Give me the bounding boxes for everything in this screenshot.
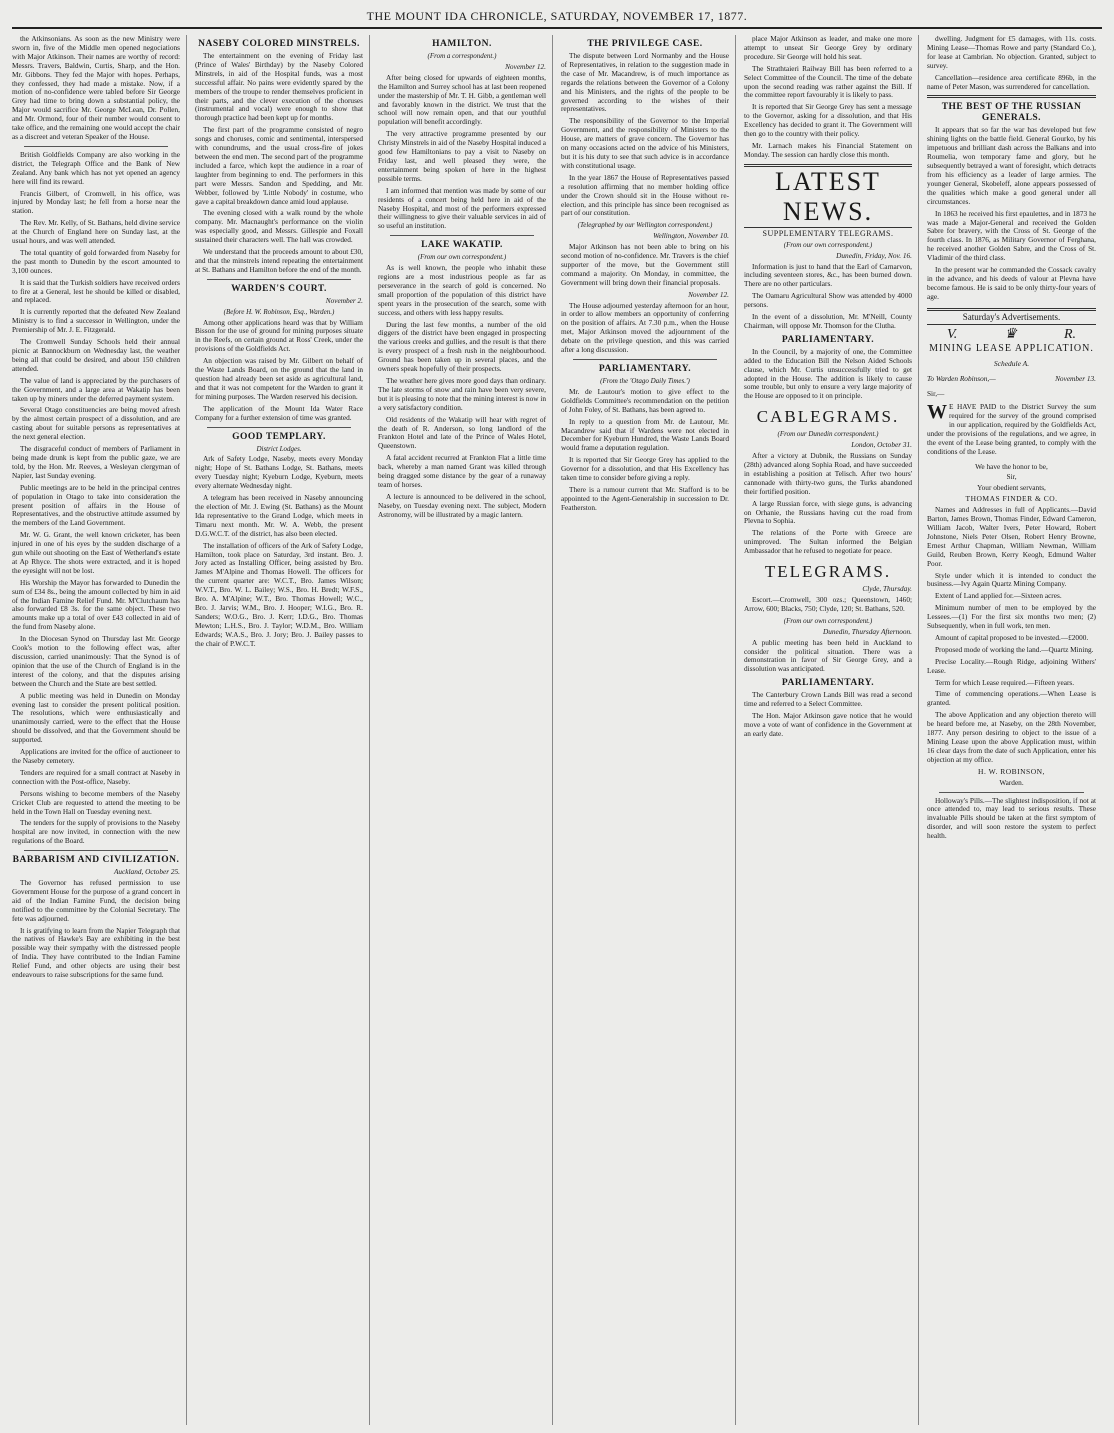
article-paragraph: In the present war he commanded the Cossack cavalry in the advance, and his deeds of valour at Plevna have become famous. He is said to be only thirty-four years of age. <box>927 265 1096 301</box>
dateline: November 12. <box>505 61 546 71</box>
cablegrams-heading: CABLEGRAMS. <box>756 407 900 427</box>
address-line <box>927 375 1096 384</box>
column-4 <box>561 35 736 1425</box>
minimum-men: Minimum number of men to be employed by the Lessees.—(1) For the first six months two men; (2) Subsequently, when in full work, ten men. <box>927 603 1096 631</box>
news-item: Mr. W. G. Grant, the well known cricketer, has been injured in one of his eyes by the sudden discharge of a gun while out shooting on the East of Wetherland's estate at Ap Rhyce. The shots were extracted, and it is hoped the eyesight will not be lost. <box>12 530 180 575</box>
working-mode: Proposed mode of working the land.—Quartz Mining. <box>935 644 1094 654</box>
article-paragraph: The installation of officers of the Ark of Safety Lodge, Hamilton, took place on Saturday, 3rd instant. Bro. J. Jory acted as Installing Officer, being assisted by Bro. James M'Alpine and Thomas Howell. The officers for the current quarter are: W.C.T., Bro. James Wilson; W.V.T., Bro. W. L. Bailey; W.S., Bro. H. Bredt; W.F.S., Bro. A. M'Alpine; W.T., Bro. Thomas Howell; W.C., Bro. J. Jarvis; W.M., Bro. J. Hooper; W.I.G., Bro. R. Sanders; W.O.G., Bro. J. Kerr; I.D.G., Bro. Thomas Mewton; L.H.S., Bro. J. Taylor; W.D.M., Bro. William Edwards; W.A.S., Bro. J. Jory; Bro. J. Bailey passes to the chair of P.W.C.T. <box>195 540 363 648</box>
divider <box>24 850 168 851</box>
article-paragraph: It appears that so far the war has developed but few shining lights on the battle field. General Gourko, by his impetuous and brilliant dash across the Balkans and into Roumelia, won temporary fame and glory, but he subsequently betrayed a want of foresight, which detracts from his efficiency as a leader of large armies. The younger General, Skobeleff, alone appears possessed of the qualities which make a good general under all circumstances. <box>927 125 1096 206</box>
article-paragraph: A lecture is announced to be delivered in the school, Naseby, on Tuesday evening next. The subject, Modern Astronomy, will be illustrated by a magic lantern. <box>378 491 546 519</box>
news-item: A public meeting was held in Dunedin on Monday evening last to consider the present political position. The resolutions, which were enthusiastically and unanimously carried, were to the effect that the House should be dissolved, and that the Government should be supported. <box>12 690 180 745</box>
section-heading: GOOD TEMPLARY. <box>232 431 326 442</box>
article-paragraph: It is gratifying to learn from the Napier Telegraph that the natives of Hawke's Bay are exhibiting in the best possible way their sympathy with the distressed people of India. They have contributed to the Indian Famine Relief Fund, and other objects are using their best endeavours to raise subscriptions for the same fund. <box>12 925 180 980</box>
signatory: THOMAS FINDER & CO. <box>965 494 1058 504</box>
dateline: London, October 31. <box>851 440 912 450</box>
divider <box>573 359 717 360</box>
closing-sir: Sir, <box>1006 472 1017 482</box>
crown-icon: ♛ <box>1004 326 1017 342</box>
article-paragraph: As is well known, the people who inhabit these regions are a most industrious people as far as perseverance in the search of gold is concerned. No small proportion of the population of this district have spent years in the prosecution of the search, some with success, and others with less happy results. <box>378 263 546 317</box>
notice: Applications are invited for the office of auctioneer to the Naseby cemetery. <box>12 747 180 765</box>
news-item: The disgraceful conduct of members of Parliament in being made drunk is kept from the public gaze, we are told, by the Hon. Mr. Reeves, a Wesleyan clergyman of Napier, last Sunday evening. <box>12 444 180 480</box>
article-paragraph: Old residents of the Wakatip will hear with regret of the death of R. Anderson, so long landlord of the Frankton Hotel and late of the Prince of Wales Hotel, Queenstown. <box>378 414 546 451</box>
article-paragraph: I am informed that mention was made by some of our residents of a concert being held here in aid of the Naseby Hospital, and most of the performers expressed their willingness to give their valuable services in aid of so useful an institution. <box>378 185 546 231</box>
article-paragraph: A public meeting has been held in Auckland to consider the political situation. There was a demonstration in favor of Sir George Grey, and a dissolution was anticipated. <box>744 637 912 674</box>
news-item: It is currently reported that the defeated New Zealand Ministry is to find a successor in Wellington, under the Premiership of Mr. J. E. Fitzgerald. <box>12 307 180 335</box>
article-paragraph: During the last few months, a number of the old diggers of the district have been engaged in prospecting the various creeks and gullies, and the result is that there is every prospect of a fresh rush in the neighbourhood. Ground has been taken up in several places, and the owners speak hopefully of their prospects. <box>378 319 546 374</box>
schedule-label: Schedule A. <box>993 359 1030 369</box>
subheading: (Telegraphed by our Wellington correspondent.) <box>577 221 713 230</box>
news-item: Public meetings are to be held in the principal centres of population in Otago to take into consideration the present position of affairs in the House of Representatives, and the obstructive attitude assumed by the members of the Land Government. <box>12 482 180 528</box>
article-paragraph: place Major Atkinson as leader, and make one more attempt to unseat Sir George Grey by ordinary procedure. Sir George will hold his seat. <box>744 35 912 61</box>
precise-locality: Precise Locality.—Rough Ridge, adjoining Withers' Lease. <box>927 656 1096 675</box>
mining-lease-heading: MINING LEASE APPLICATION. <box>929 343 1094 355</box>
article-paragraph: A fatal accident recurred at Frankton Flat a little time back, whereby a man named Grant was killed through being dragged some distance by the gear of a runaway team of horses. <box>378 453 546 489</box>
article-paragraph: The relations of the Porte with Greece are unimproved. The Sultan informed the Belgian Ambassador that he refused to negotiate for peace. <box>744 528 912 556</box>
article-paragraph: In reply to a question from Mr. de Lautour, Mr. Macandrew said that if Wardens were not elected in December for Kyeburn Hundred, the Waste Lands Board would frame a deputation regulation. <box>561 416 729 453</box>
warden-title: Warden. <box>999 777 1024 787</box>
notice: The tenders for the supply of provisions to the Naseby hospital are now invited, in connection with the new regulations of the Board. <box>12 818 180 846</box>
columns <box>12 35 1102 1425</box>
subheading: (Before H. W. Robinson, Esq., Warden.) <box>223 307 335 316</box>
news-item: His Worship the Mayor has forwarded to Dunedin the sum of £34 8s., being the amount collected by him in aid of the Indian Famine Relief Fund. Mr. M'Clutchaum has also forwarded £8 3s. for the same object. These two amounts make up a total of over £43 collected in aid of the fund from Naseby alone. <box>12 577 180 632</box>
dateline: Wellington, November 10. <box>653 231 729 241</box>
subheading: (From our own correspondent.) <box>783 240 873 249</box>
subheading: (From a correspondent.) <box>427 52 497 60</box>
dateline: November 2. <box>325 295 363 305</box>
closing-servants: Your obedient servants, <box>977 483 1046 493</box>
addressee: To Warden Robinson,— <box>927 374 996 384</box>
section-heading: BARBARISM AND CIVILIZATION. <box>12 855 180 866</box>
commencing-time: Time of commencing operations.—When Lease is granted. <box>927 689 1096 708</box>
article-paragraph: Information is just to hand that the Earl of Carnarvon, including seventeen stores, &c., has been burned down. There are no other particulars. <box>744 261 912 289</box>
subheading: (From our Dunedin correspondent.) <box>777 430 879 439</box>
section-heading: PARLIAMENTARY. <box>781 334 875 345</box>
applicant-names: Names and Addresses in full of Applicants.—David Barton, James Brown, Thomas Finder, Edward Cameron, William Jacob, Walter Ivers, Peter Howard, Robert Johnstone, Niels Peter Olsen, Robert Henry Browne, Ernest Arthur Chapman, William Newman, William Guild, Reuben Brown, Kerry Keogh, Edmund Walter Poor. <box>927 505 1096 568</box>
initial-v: V. <box>947 326 958 342</box>
application-text: E HAVE PAID to the District Survey the sum required for the survey of the ground comprised in our application, required by the Goldfields Act, under the provisions of the regulations, and we agree, in the event of the Lease being granted, to comply with the conditions of the Lease. <box>927 402 1096 456</box>
news-item: The value of land is appreciated by the purchasers of the Government, and a large area at Wakatip has been taken up by miners under the deferred payment system. <box>12 375 180 403</box>
article-paragraph: The House adjourned yesterday afternoon for an hour, in order to allow members an opportunity of conferring on the position of affairs. At 7.30 p.m., when the House met, Major Atkinson moved the adjournment of the debate on the privilege question, and this was carried after a long discussion. <box>561 300 729 355</box>
article-paragraph: It is reported that Sir George Grey has applied to the Governor for a dissolution, and that His Excellency has taken time to consider before giving a reply. <box>561 455 729 483</box>
article-paragraph: Major Atkinson has not been able to bring on his second motion of no-confidence. Mr. Travers is the chief supporter of the move, but the Government still command a majority. On Monday, in committee, the Government will bring down their financial proposals. <box>561 242 729 287</box>
news-item: The total quantity of gold forwarded from Naseby for the past month to Dunedin by the escort amounted to 3,100 ounces. <box>12 247 180 275</box>
article-paragraph: Mr. Larnach makes his Financial Statement on Monday. The session can hardly close this month. <box>744 140 912 159</box>
column-1 <box>12 35 187 1425</box>
article-paragraph: Among other applications heard was that by William Bisson for the use of ground for mining purposes situate in the Reefs, on certain ground at Ross' Creek, under the provisions of the Goldfields Act. <box>195 317 363 354</box>
letter-date: November 13. <box>1055 374 1096 384</box>
article-paragraph: The very attractive programme presented by our Christy Minstrels in aid of the Naseby Hospital induced a good few Hamiltonians to pay a visit to Naseby on Friday last, and well pleased they were, the entertainment being spoken of here in the highest possible terms. <box>378 129 547 183</box>
subheading: District Lodges. <box>256 444 302 453</box>
subheading: (From our own correspondent.) <box>783 616 873 625</box>
divider <box>927 95 1096 98</box>
news-item: The Cromwell Sunday Schools held their annual picnic at Bannockburn on Wednesday last, the weather being all that could be desired, and about 150 children attended. <box>12 337 180 373</box>
initial-r: R. <box>1063 326 1076 342</box>
article-paragraph: the Atkinsonians. As soon as the new Ministry were sworn in, five of the Middle men opened negociations with Major Atkinson. Their names are worthy of record: Messrs. Travers, Baldwin, Curtis, Sharp, and the Hon. Mr. Gibbons. They fed the Major with hopes. Perhaps, they confessed, they had made a mistake. Now, if a motion of no-confidence were tabled before Sir George Grey had time to bring down a substantial policy, the Major would sacrifice Mr. George McLean, Dr. Pollen, and Mr. Ormond, four of their number would consent to take office, and the remaining one would accept the chair as a discreet and veteran Speaker of the House. <box>12 35 180 141</box>
article-paragraph: The Oamaru Agricultural Show was attended by 4000 persons. <box>744 291 912 310</box>
divider <box>207 427 351 428</box>
dateline: Dunedin, Thursday Afternoon. <box>822 626 912 636</box>
article-paragraph: Ark of Safety Lodge, Naseby, meets every Monday night; Hope of St. Bathans Lodge, St. Bathans, meets every Tuesday night; Kyeburn Lodge, Kyeburn, meets every alternate Wednesday night. <box>195 454 363 491</box>
notice: Tenders are required for a small contract at Naseby in connection with the Post-office, Naseby. <box>12 767 180 786</box>
application-body <box>927 403 1096 456</box>
salutation: Sir,— <box>927 389 945 399</box>
lease-term: Term for which Lease required.—Fifteen years. <box>935 677 1075 687</box>
page-masthead: THE MOUNT IDA CHRONICLE, SATURDAY, NOVEMBER 17, 1877. <box>12 8 1102 29</box>
warden-name: H. W. ROBINSON, <box>978 766 1045 776</box>
article-paragraph: Mr. de Lautour's motion to give effect to the Goldfields Committee's recommendation on the petition of John Foley, of St. Bathans, has been agreed to. <box>561 386 729 414</box>
land-extent: Extent of Land applied for.—Sixteen acres. <box>935 591 1062 601</box>
divider <box>939 792 1084 793</box>
news-item: The Rev. Mr. Kelly, of St. Bathans, held divine service at the Church of England here on Sunday last, at the usual hours, and was well attended. <box>12 218 180 246</box>
article-paragraph: The Governor has refused permission to use Government House for the purpose of a grand concert in aid of the Indian Famine Fund, the decision being notified to the committee by the Colonial Secretary. The fete was adjourned. <box>12 878 180 923</box>
article-paragraph: The entertainment on the evening of Friday last (Prince of Wales' Birthday) by the Naseby Colored Minstrels, in aid of the Hospital funds, was a most successful affair. No pains were evidently spared by the members of the troupe to render themselves proficient in their parts, and the clever execution of the choruses (instrumental and vocal) were enough to show that thorough practice had been kept up for months. <box>195 51 363 123</box>
supplementary-heading: SUPPLEMENTARY TELEGRAMS. <box>762 228 894 238</box>
article-paragraph: In the year 1867 the House of Representatives passed a resolution affirming that no member holding office under the Crown should sit in the House without re-election, and this principle has since been recognised as part of our constitution. <box>561 172 729 218</box>
article-paragraph: There is a rumour current that Mr. Stafford is to be appointed to the Agent-Generalship in succession to Dr. Featherston. <box>561 484 729 512</box>
article-paragraph: A telegram has been received in Naseby announcing the election of Mr. J. Ewing (St. Bathans) as the Mount Ida representative to the Grand Lodge, which meets in Timaru next month. Mr. W. A. Webb, the present D.G.W.C.T. of the district, has also been elected. <box>195 493 363 538</box>
holloway-advert: Holloway's Pills.—The slightest indisposition, if not at once attended to, may lead to serious results. These invaluable Pills should be taken at the first symptom of disorder, and will soon restore the system to perfect health. <box>927 795 1096 841</box>
section-heading: THE BEST OF THE RUSSIAN GENERALS. <box>941 102 1082 124</box>
section-heading: NASEBY COLORED MINSTRELS. <box>198 39 360 49</box>
dateline: Clyde, Thursday. <box>862 584 912 594</box>
article-paragraph: After being closed for upwards of eighteen months, the Hamilton and Surrey school has at last been reopened under the mastership of Mr. T. H. Gibb, a gentleman well and favorably known in the district. We trust that the school will now remain open, and that our youthful population will benefit accordingly. <box>378 72 546 127</box>
article-paragraph: The Hon. Major Atkinson gave notice that he would move a vote of want of confidence in the Government at an early date. <box>744 711 912 738</box>
article-paragraph: The responsibility of the Governor to the Imperial Government, and the responsibility of Ministers to the House, are matters of grave concern. The Governor has on many occasions acted on the advice of his Ministers, but it is his duty to see that such advice is in accordance with constitutional usage. <box>561 116 729 170</box>
news-item: Several Otago constituencies are being moved afresh by the almost certain prospect of a dissolution, and are casting about for suitable persons as representatives at the next general election. <box>12 405 180 442</box>
column-2 <box>195 35 370 1425</box>
section-heading: LAKE WAKATIP. <box>421 240 503 251</box>
article-paragraph: The evening closed with a walk round by the whole company. Mr. Macnaught's performance on the violin was especially good, and Messrs. Gillespie and Foxall sustained their characters well. The hall was crowded. <box>195 208 363 245</box>
dateline: November 12. <box>688 289 729 299</box>
article-paragraph: It is reported that Sir George Grey has sent a message to the Governor, asking for a dissolution, and that His Excellency has decided to grant it. The Government will then go to the country with their policy. <box>744 102 912 139</box>
telegrams-heading: TELEGRAMS. <box>764 562 892 582</box>
divider <box>24 146 168 147</box>
section-heading: THE PRIVILEGE CASE. <box>587 39 703 49</box>
column-5 <box>744 35 919 1425</box>
article-paragraph: The Canterbury Crown Lands Bill was read a second time and referred to a Select Committee. <box>744 690 912 709</box>
section-heading: PARLIAMENTARY. <box>781 678 875 689</box>
article-paragraph: In 1863 he received his first epaulettes, and in 1873 he was made a Major-General and received the Golden Sabre for bravery, with the Cross of St. George of the fourth class. In 1876, as Military Governor of Ferghana, he received another Golden Sabre, and the Cross of St. Vladimir of the third class. <box>927 208 1096 263</box>
subheading: (From our own correspondent.) <box>417 253 507 262</box>
section-heading: HAMILTON. <box>432 39 492 49</box>
advertisements-heading: Saturday's Advertisements. <box>927 308 1096 325</box>
news-item: In the Diocesan Synod on Thursday last Mr. George Cook's motion to the following effect was, after discussion, carried unanimously: That the Synod is of opinion that the use of the Church of England is in the interest of the colony, and that the disputes arising between the Church and the State are best settled. <box>12 634 180 688</box>
notice: Persons wishing to become members of the Naseby Cricket Club are requested to attend the meeting to be held in the Town Hall on Tuesday evening next. <box>12 788 180 816</box>
article-paragraph: A large Russian force, with siege guns, is advancing on Orhanie, the Russians having cut the road from Plevna to Sophia. <box>744 498 912 526</box>
section-heading: WARDEN'S COURT. <box>231 283 327 294</box>
article-paragraph: After a victory at Dubnik, the Russians on Sunday (28th) advanced along Sophia Road, and have succeeded in establishing a position at Telisch. After two hours' cannonade with thirty-two guns, the Turks abandoned their fortified position. <box>744 451 912 496</box>
article-paragraph: We understand that the proceeds amount to about £30, and that the minstrels intend repeating the entertainment at St. Bathans and Hamilton before the end of the month. <box>195 247 363 274</box>
article-paragraph: In the Council, by a majority of one, the Committee added to the Education Bill the Nelson Aided Schools clause, which Mr. Curtis unsuccessfully tried to get adopted in the House. The addition is likely to cause some trouble, but only to ensure a very large majority of the House are opposed to it on principle. <box>744 346 912 401</box>
royal-initials <box>927 326 1096 342</box>
article-paragraph: The Strathtaieri Railway Bill has been referred to a Select Committee of the Council. The time of the debate upon the second reading was rather against the Bill. If the committee report favourably it is likely to pass. <box>744 63 912 100</box>
latest-news-heading: LATEST NEWS. <box>744 164 912 228</box>
article-paragraph: In the event of a dissolution, Mr. M'Neill, County Chairman, will oppose Mr. Thomson for the Clutha. <box>744 312 912 330</box>
article-paragraph: The first part of the programme consisted of negro songs and choruses, comic and sentimental, interspersed with conundrums, and the usual cross-fire of jokes between the end men. The second part of the programme included a farce, which kept the audience in a roar of laughter from beginning to end. The performers in this part were Messrs. Sandon and Spedding, and Mr. Webber, followed by 'Little Nobody' in costume, who gave a capital breakdown dance amid loud applause. <box>195 125 363 206</box>
dateline: Auckland, October 25. <box>113 867 180 877</box>
drop-cap: W <box>927 401 947 424</box>
capital-amount: Amount of capital proposed to be invested.—£2000. <box>935 632 1089 642</box>
article-paragraph: The application of the Mount Ida Water Race Company for a further extension of time was granted. <box>195 403 363 422</box>
section-heading: PARLIAMENTARY. <box>598 364 692 374</box>
business-style: Style under which it is intended to conduct the business.—Ivy Again Quartz Mining Company. <box>927 570 1096 589</box>
subheading: (From the 'Otago Daily Times.') <box>600 377 690 385</box>
article-paragraph: Escort.—Cromwell, 300 ozs.; Queenstown, 1460; Arrow, 600; Blacks, 750; Clyde, 120; St. Bathans, 520. <box>744 594 912 613</box>
news-item: Francis Gilbert, of Cromwell, in his office, was injured by Monday last; he fell from a horse near the station. <box>12 188 180 216</box>
closing-line: We have the honor to be, <box>975 461 1048 471</box>
column-3 <box>378 35 553 1425</box>
divider <box>390 235 534 236</box>
news-item: British Goldfields Company are also working in the district, the Telegraph Office and the Bank of New Zealand. Any bank which has not yet opened an agency here will find its reward. <box>12 149 180 186</box>
news-item: It is said that the Turkish soldiers have received orders to fire at a General, lest he should be killed or disabled, and replaced. <box>12 277 180 305</box>
article-paragraph: Cancellation—residence area certificate 896b, in the name of Peter Mason, was surrendered for cancellation. <box>927 72 1096 91</box>
divider <box>207 279 351 280</box>
hearing-notice: The above Application and any objection thereto will be heard before me, at Naseby, on the 28th November, 1877. Any person desiring to object to the issue of a Mining Lease upon the above Application must, within 16 clear days from the date of such Application, enter his objection at my office. <box>927 710 1096 764</box>
article-paragraph: dwelling. Judgment for £5 damages, with 11s. costs. Mining Lease—Thomas Rowe and party (Standard Co.), for lease at Cambrian. No objection. Granted, subject to survey. <box>927 35 1096 70</box>
column-6 <box>927 35 1102 1425</box>
dateline: Dunedin, Friday, Nov. 16. <box>836 250 912 260</box>
article-paragraph: An objection was raised by Mr. Gilbert on behalf of the Waste Lands Board, on the ground that the land in question had already been set aside as agricultural land, and that it was not competent for the Warden to grant it for mining purposes. The Warden reserved his decision. <box>195 356 363 401</box>
article-paragraph: The weather here gives more good days than ordinary. The late storms of snow and rain have been very severe, but it is pleasing to note that the mining interest is now in a very satisfactory condition. <box>378 376 546 412</box>
article-paragraph: The dispute between Lord Normanby and the House of Representatives, in relation to the suggestion made in the case of Mr. Macandrew, is of much importance as regards the relations between the Governor of a Colony and his Ministers, and the rights of the people to be governed according to the wishes of their representatives. <box>561 51 729 114</box>
